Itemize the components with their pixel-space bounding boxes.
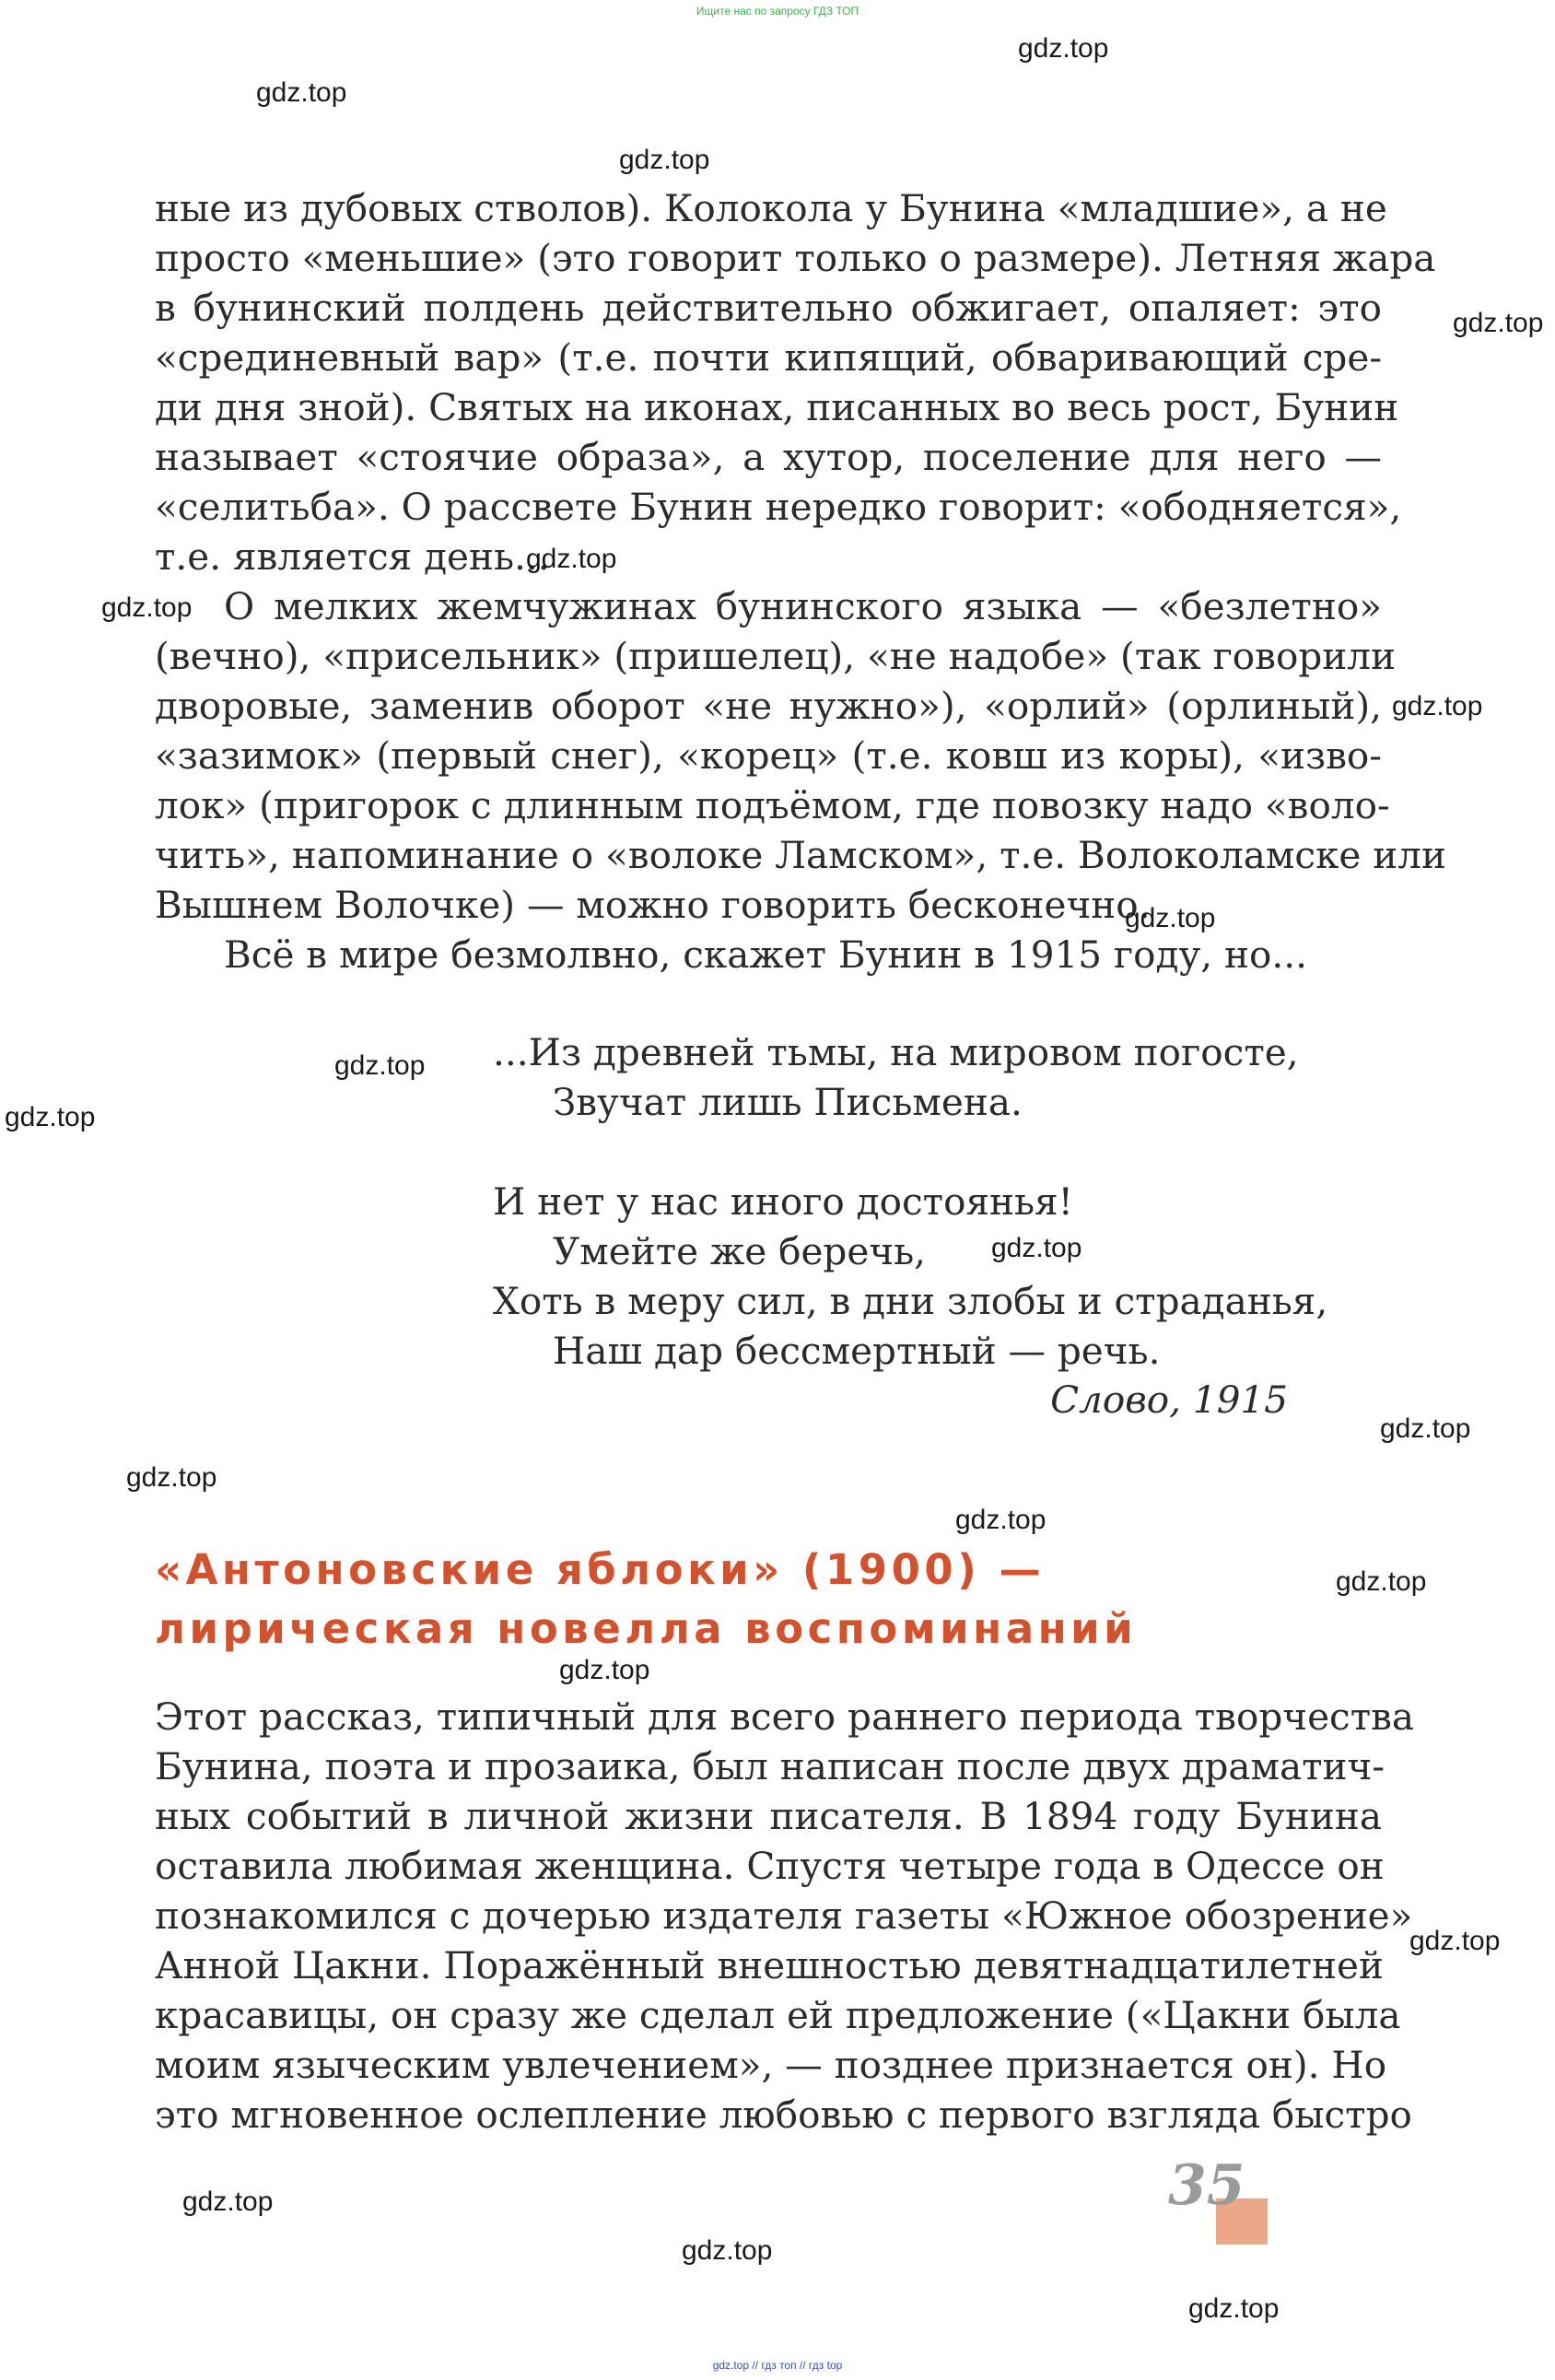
poem-line: Хоть в меру сил, в дни злобы и страданья, [493, 1279, 1328, 1323]
watermark: gdz.top [955, 1505, 1046, 1535]
text-line: чить», напоминание о «волоке Ламском», т.е. Волоколамске или [155, 833, 1446, 877]
section-heading-line: лирическая новелла воспоминаний [155, 1604, 1138, 1653]
watermark: gdz.top [256, 77, 347, 108]
watermark: gdz.top [682, 2235, 773, 2266]
poem-line: Наш дар бессмертный — речь. [553, 1329, 1161, 1373]
text-line: «селитьба». О рассвете Бунин нередко говорит: «ободняется», [155, 485, 1402, 529]
text-line: просто «меньшие» (это говорит только о размере). Летняя жара [155, 236, 1436, 280]
text-line: Вышнем Волочке) — можно говорить бесконечно. [155, 883, 1151, 927]
text-line: Этот рассказ, типичный для всего раннего периода творчества [155, 1694, 1415, 1739]
watermark: gdz.top [126, 1462, 217, 1493]
text-line: «срединевный вар» (т.е. почти кипящий, обваривающий сре- [155, 335, 1382, 380]
text-line: О мелких жемчужинах бунинского языка — «безлетно» [224, 584, 1382, 628]
watermark: gdz.top [619, 145, 710, 175]
search-hint: Ищите нас по запросу ГДЗ ТОП [696, 5, 859, 18]
text-line: в бунинский полдень действительно обжигает, опаляет: это [155, 286, 1382, 330]
footer-note: gdz.top // гдз топ // гдз top [712, 2359, 843, 2372]
text-line: Всё в мире безмолвно, скажет Бунин в 1915 году, но... [224, 932, 1308, 977]
poem-line: Умейте же беречь, [553, 1229, 927, 1273]
text-line: лок» (пригорок с длинным подъёмом, где повозку надо «воло- [155, 783, 1390, 827]
watermark: gdz.top [1188, 2293, 1280, 2324]
watermark: gdz.top [101, 592, 193, 623]
watermark: gdz.top [1380, 1413, 1471, 1444]
text-line: (вечно), «присельник» (пришелец), «не надобе» (так говорили [155, 634, 1397, 678]
text-line: называет «стоячие образа», а хутор, поселение для него — [155, 435, 1382, 479]
watermark: gdz.top [526, 544, 617, 574]
text-line: Бунина, поэта и прозаика, был написан после двух драматич- [155, 1744, 1385, 1788]
watermark: gdz.top [5, 1102, 96, 1132]
text-line: ных событий в личной жизни писателя. В 1894 году Бунина [155, 1794, 1382, 1838]
watermark: gdz.top [1018, 33, 1109, 64]
poem-line: Звучат лишь Письмена. [553, 1080, 1023, 1124]
text-line: моим языческим увлечением», — позднее признается он). Но [155, 2043, 1387, 2087]
watermark: gdz.top [991, 1233, 1082, 1263]
text-line: оставила любимая женщина. Спустя четыре года в Одессе он [155, 1844, 1385, 1888]
text-line: ные из дубовых стволов). Колокола у Бунина «младшие», а не [155, 186, 1387, 230]
poem-source: Слово, 1915 [1050, 1378, 1288, 1422]
watermark: gdz.top [334, 1050, 426, 1081]
text-line: красавицы, он сразу же сделал ей предложение («Цакни была [155, 1993, 1401, 2037]
text-line: ди дня зной). Святых на иконах, писанных во весь рост, Бунин [155, 385, 1399, 429]
section-heading-line: «Антоновские яблоки» (1900) — [155, 1545, 1045, 1594]
watermark: gdz.top [1409, 1926, 1501, 1956]
text-line: познакомился с дочерью издателя газеты «Южное обозрение» [155, 1893, 1413, 1938]
watermark: gdz.top [1336, 1566, 1427, 1597]
text-line: Анной Цакни. Поражённый внешностью девятнадцатилетней [155, 1943, 1384, 1987]
watermark: gdz.top [1453, 308, 1544, 338]
text-line: это мгновенное ослепление любовью с первого взгляда быстро [155, 2093, 1412, 2137]
watermark: gdz.top [559, 1655, 650, 1685]
poem-line: ...Из древней тьмы, на мировом погосте, [493, 1030, 1299, 1074]
text-line: т.е. является день... [155, 534, 550, 579]
watermark: gdz.top [1125, 903, 1216, 933]
watermark: gdz.top [182, 2187, 274, 2217]
text-line: дворовые, заменив оборот «не нужно»), «орлий» (орлиный), [155, 684, 1382, 728]
page-number: 35 [1168, 2153, 1245, 2218]
text-line: «зазимок» (первый снег), «корец» (т.е. ковш из коры), «изво- [155, 733, 1382, 778]
watermark: gdz.top [1392, 691, 1483, 721]
poem-line: И нет у нас иного достоянья! [493, 1179, 1073, 1224]
